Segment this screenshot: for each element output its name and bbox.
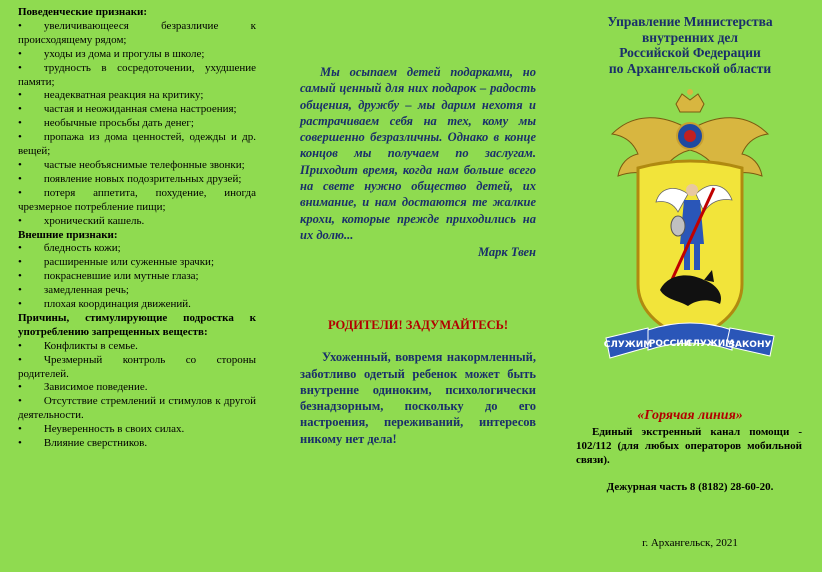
list-item: • плохая координация движений.	[18, 298, 256, 312]
twain-quote: Мы осыпаем детей подарками, но самый ценный для них подарок – радость общения, дружбу – мы дарим нехотя и растрачиваем себя на тех, кому мы совершенно безразличны. Однако в конце концов мы получаем по заслугам. Приходит время, когда нам больше всего на свете нужно общество детей, их внимание, и нам достаются те жалкие крохи, которые прежде приходились на их долю...	[300, 65, 536, 242]
behavior-title: Поведенческие признаки:	[18, 6, 148, 18]
list-item: • Неуверенность в своих силах.	[18, 423, 256, 437]
list-item: • частые необъяснимые телефонные звонки;	[18, 159, 256, 173]
org-line: по Архангельской области	[608, 60, 772, 76]
list-item: • увеличивающееся безразличие к происходящему рядом;	[18, 20, 256, 48]
duty-phone: Дежурная часть 8 (8182) 28-60-20.	[606, 481, 774, 494]
list-item: • уходы из дома и прогулы в школе;	[18, 48, 256, 62]
list-item: • Влияние сверстников.	[18, 437, 256, 451]
shield-icon	[638, 161, 742, 340]
causes-list	[18, 340, 256, 451]
list-item: • пропажа из дома ценностей, одежды и др. вещей;	[18, 131, 256, 159]
quote-author: Марк Твен	[477, 245, 536, 260]
mvd-emblem	[604, 84, 776, 374]
list-item: • неадекватная реакция на критику;	[18, 89, 256, 103]
list-item: • расширенные или суженные зрачки;	[18, 256, 256, 270]
org-line: Управление Министерства	[607, 14, 773, 29]
list-item: • Конфликты в семье.	[18, 340, 256, 354]
ribbon-word: ЗАКОНУ	[728, 340, 772, 351]
ribbon-word: СЛУЖИМ	[604, 340, 653, 351]
list-item: • появление новых подозрительных друзей;	[18, 173, 256, 187]
ribbon-icon	[604, 323, 774, 358]
causes-title: Причины, стимулирующие подростка к употреблению запрещенных веществ:	[18, 311, 256, 338]
parents-call: РОДИТЕЛИ! ЗАДУМАЙТЕСЬ!	[327, 318, 509, 333]
behavior-list	[18, 20, 256, 229]
list-item: • хронический кашель.	[18, 215, 256, 229]
list-item: • необычные просьбы дать денег;	[18, 117, 256, 131]
parents-appeal: Ухоженный, вовремя накормленный, заботливо одетый ребенок может быть внутренне одиноким, психологически безнадзорным, поскольку до его настроения, переживаний, интересов никому нет дела!	[300, 350, 536, 446]
list-item: • Зависимое поведение.	[18, 381, 256, 395]
organization-title	[570, 14, 810, 76]
list-item: • Чрезмерный контроль со стороны родителей.	[18, 354, 256, 382]
external-title: Внешние признаки:	[18, 228, 118, 241]
external-list	[18, 242, 256, 312]
list-item: • частая и неожиданная смена настроения;	[18, 103, 256, 117]
list-item: • потеря аппетита, похудение, иногда чрезмерное потребление пищи;	[18, 187, 256, 215]
ribbon-word: РОССИИ	[648, 339, 692, 350]
right-column	[570, 0, 810, 572]
left-column	[0, 0, 262, 572]
list-item: • бледность кожи;	[18, 242, 256, 256]
hotline-text: Единый экстренный канал помощи - 102/112 (для любых операторов мобильной связи).	[576, 426, 802, 466]
ribbon-word: СЛУЖИМ	[685, 339, 735, 350]
footer-city-year: г. Архангельск, 2021	[642, 537, 738, 550]
org-line: Российской Федерации	[619, 45, 761, 61]
org-line: внутренних дел	[642, 29, 738, 45]
list-item: • Отсутствие стремлений и стимулов к другой деятельности.	[18, 395, 256, 423]
list-item: • трудность в сосредоточении, ухудшение памяти;	[18, 62, 256, 90]
list-item: • замедленная речь;	[18, 284, 256, 298]
middle-column	[300, 0, 536, 572]
list-item: • покрасневшие или мутные глаза;	[18, 270, 256, 284]
hotline-title: «Горячая линия»	[637, 408, 743, 424]
